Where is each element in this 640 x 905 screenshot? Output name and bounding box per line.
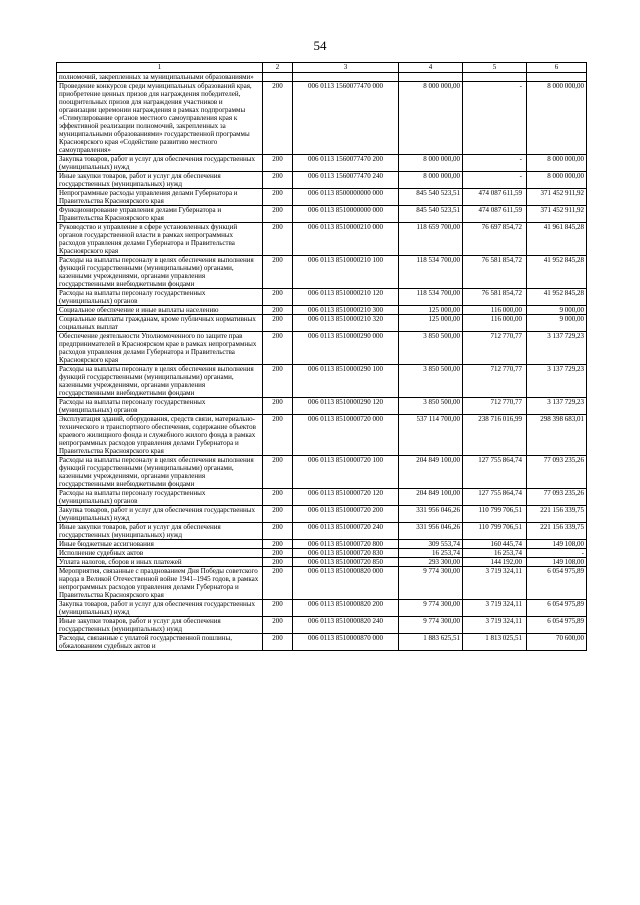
row-unexecuted-amount-cell: 149 108,00 xyxy=(527,558,587,567)
row-kvsr-cell: 200 xyxy=(263,506,293,523)
row-kvsr-cell: 200 xyxy=(263,567,293,600)
row-kvsr-cell: 200 xyxy=(263,558,293,567)
row-classification-code-cell: 006 0113 8510000210 000 xyxy=(293,223,399,256)
row-description-cell: Проведение конкурсов среди муниципальных образований края, приобретение ценных призов для награждения победителей, поощрительных призов для награждения участников и организации церемонии награждения в рамках подпрограммы «Стимулирование органов местного самоуправления края к эффективной реализации полномочий, закрепленных за муниципальными образованиями» государственной программы Красноярского края «Содействие развитию местного самоуправления» xyxy=(57,82,263,155)
table-row xyxy=(57,289,587,306)
row-executed-amount-cell: 110 799 706,51 xyxy=(463,506,527,523)
row-description-cell: Иные закупки товаров, работ и услуг для обеспечения государственных (муниципальных) нужд xyxy=(57,172,263,189)
row-executed-amount-cell: 712 770,77 xyxy=(463,332,527,365)
row-unexecuted-amount-cell: 41 952 845,28 xyxy=(527,256,587,289)
row-executed-amount-cell: 76 697 854,72 xyxy=(463,223,527,256)
table-row xyxy=(57,332,587,365)
column-header: 1 xyxy=(57,63,263,73)
row-kvsr-cell: 200 xyxy=(263,398,293,415)
row-classification-code-cell: 006 0113 1560077470 000 xyxy=(293,82,399,155)
row-description-cell: Расходы на выплаты персоналу в целях обеспечения выполнения функций государственными (муниципальными) органами, казенными учреждениями, органами управления государственными внебюджетными фондами xyxy=(57,456,263,489)
row-classification-code-cell: 006 0113 8510000720 100 xyxy=(293,456,399,489)
column-header: 3 xyxy=(293,63,399,73)
row-approved-amount-cell: 9 774 300,00 xyxy=(399,600,463,617)
row-kvsr-cell: 200 xyxy=(263,617,293,634)
row-classification-code-cell: 006 0113 8510000000 000 xyxy=(293,206,399,223)
row-classification-code-cell: 006 0113 8510000820 240 xyxy=(293,617,399,634)
row-executed-amount-cell: 3 719 324,11 xyxy=(463,567,527,600)
row-approved-amount-cell: 8 000 000,00 xyxy=(399,82,463,155)
row-kvsr-cell: 200 xyxy=(263,332,293,365)
row-executed-amount-cell: 1 813 025,51 xyxy=(463,634,527,651)
row-description-cell: Закупка товаров, работ и услуг для обеспечения государственных (муниципальных) нужд xyxy=(57,600,263,617)
row-unexecuted-amount-cell: 371 452 911,92 xyxy=(527,206,587,223)
row-classification-code-cell: 006 0113 8510000290 000 xyxy=(293,332,399,365)
row-unexecuted-amount-cell: 41 952 845,28 xyxy=(527,289,587,306)
row-kvsr-cell: 200 xyxy=(263,315,293,332)
row-unexecuted-amount-cell: 3 137 729,23 xyxy=(527,365,587,398)
row-approved-amount-cell: 3 850 500,00 xyxy=(399,398,463,415)
row-unexecuted-amount-cell: 8 000 000,00 xyxy=(527,82,587,155)
row-executed-amount-cell: 3 719 324,11 xyxy=(463,600,527,617)
row-unexecuted-amount-cell: 6 054 975,89 xyxy=(527,600,587,617)
row-unexecuted-amount-cell: 6 054 975,89 xyxy=(527,617,587,634)
row-approved-amount-cell: 331 956 046,26 xyxy=(399,506,463,523)
table-row xyxy=(57,223,587,256)
row-unexecuted-amount-cell: 221 156 339,75 xyxy=(527,506,587,523)
row-description-cell: Обеспечение деятельности Уполномоченного по защите прав предпринимателей в Красноярском крае в рамках непрограммных расходов управления делами Губернатора и Правительства Красноярского края xyxy=(57,332,263,365)
row-classification-code-cell: 006 0113 8510000720 830 xyxy=(293,549,399,558)
row-executed-amount-cell: 474 087 611,59 xyxy=(463,189,527,206)
row-approved-amount-cell: 118 534 700,00 xyxy=(399,289,463,306)
budget-execution-table xyxy=(56,62,587,651)
row-executed-amount-cell: 144 192,00 xyxy=(463,558,527,567)
table-row xyxy=(57,256,587,289)
row-unexecuted-amount-cell: 3 137 729,23 xyxy=(527,332,587,365)
row-classification-code-cell: 006 0113 8510000870 000 xyxy=(293,634,399,651)
row-classification-code-cell: 006 0113 8510000720 800 xyxy=(293,540,399,549)
row-kvsr-cell: 200 xyxy=(263,189,293,206)
row-kvsr-cell xyxy=(263,73,293,82)
row-classification-code-cell: 006 0113 8510000210 100 xyxy=(293,256,399,289)
table-row xyxy=(57,206,587,223)
table-row xyxy=(57,567,587,600)
row-kvsr-cell: 200 xyxy=(263,155,293,172)
row-approved-amount-cell: 125 000,00 xyxy=(399,315,463,332)
row-classification-code-cell: 006 0113 8510000720 240 xyxy=(293,523,399,540)
row-classification-code-cell: 006 0113 8500000000 000 xyxy=(293,189,399,206)
row-approved-amount-cell: 1 883 625,51 xyxy=(399,634,463,651)
row-classification-code-cell: 006 0113 8510000210 300 xyxy=(293,306,399,315)
row-approved-amount-cell: 118 534 700,00 xyxy=(399,256,463,289)
row-description-cell: Эксплуатация зданий, оборудования, средств связи, материально-технического и транспортного обеспечения, содержание объектов краевого жилищного фонда и служебного жилого фонда в рамках непрограммных расходов управления делами Губернатора и Правительства Красноярского края xyxy=(57,415,263,456)
row-approved-amount-cell: 16 253,74 xyxy=(399,549,463,558)
table-body xyxy=(57,73,587,651)
row-description-cell: Иные закупки товаров, работ и услуг для обеспечения государственных (муниципальных) нужд xyxy=(57,523,263,540)
row-classification-code-cell: 006 0113 8510000290 120 xyxy=(293,398,399,415)
row-description-cell: Расходы на выплаты персоналу государственных (муниципальных) органов xyxy=(57,398,263,415)
table-row xyxy=(57,489,587,506)
row-approved-amount-cell: 331 956 046,26 xyxy=(399,523,463,540)
row-executed-amount-cell: 76 581 854,72 xyxy=(463,289,527,306)
row-executed-amount-cell: 712 770,77 xyxy=(463,398,527,415)
column-header: 2 xyxy=(263,63,293,73)
table-row xyxy=(57,523,587,540)
row-kvsr-cell: 200 xyxy=(263,365,293,398)
row-description-cell: Иные закупки товаров, работ и услуг для обеспечения государственных (муниципальных) нужд xyxy=(57,617,263,634)
row-unexecuted-amount-cell: 9 000,00 xyxy=(527,315,587,332)
row-kvsr-cell: 200 xyxy=(263,256,293,289)
row-unexecuted-amount-cell: 77 093 235,26 xyxy=(527,456,587,489)
row-classification-code-cell: 006 0113 1560077470 240 xyxy=(293,172,399,189)
row-classification-code-cell: 006 0113 8510000210 120 xyxy=(293,289,399,306)
row-classification-code-cell: 006 0113 8510000720 200 xyxy=(293,506,399,523)
row-approved-amount-cell: 845 540 523,51 xyxy=(399,206,463,223)
row-executed-amount-cell: 238 716 016,99 xyxy=(463,415,527,456)
row-kvsr-cell: 200 xyxy=(263,600,293,617)
row-description-cell: полномочий, закрепленных за муниципальными образованиями» xyxy=(57,73,263,82)
row-approved-amount-cell: 3 850 500,00 xyxy=(399,332,463,365)
row-kvsr-cell: 200 xyxy=(263,549,293,558)
row-description-cell: Социальное обеспечение и иные выплаты населению xyxy=(57,306,263,315)
row-unexecuted-amount-cell: 149 108,00 xyxy=(527,540,587,549)
row-unexecuted-amount-cell: 70 600,00 xyxy=(527,634,587,651)
row-description-cell: Закупка товаров, работ и услуг для обеспечения государственных (муниципальных) нужд xyxy=(57,506,263,523)
row-approved-amount-cell: 3 850 500,00 xyxy=(399,365,463,398)
row-description-cell: Расходы на выплаты персоналу государственных (муниципальных) органов xyxy=(57,289,263,306)
row-executed-amount-cell: - xyxy=(463,172,527,189)
row-classification-code-cell: 006 0113 8510000820 200 xyxy=(293,600,399,617)
row-classification-code-cell: 006 0113 8510000720 000 xyxy=(293,415,399,456)
table-row xyxy=(57,456,587,489)
table-row xyxy=(57,306,587,315)
table-row xyxy=(57,365,587,398)
table-row xyxy=(57,558,587,567)
table-row xyxy=(57,540,587,549)
row-unexecuted-amount-cell: 8 000 000,00 xyxy=(527,172,587,189)
row-executed-amount-cell: 76 581 854,72 xyxy=(463,256,527,289)
row-executed-amount-cell: 160 445,74 xyxy=(463,540,527,549)
row-unexecuted-amount-cell: 298 398 683,01 xyxy=(527,415,587,456)
row-approved-amount-cell: 293 300,00 xyxy=(399,558,463,567)
row-description-cell: Мероприятия, связанные с празднованием Дня Победы советского народа в Великой Отечественной войне 1941–1945 годов, в рамках непрограммных расходов управления делами Губернатора и Правительства Красноярского края xyxy=(57,567,263,600)
row-kvsr-cell: 200 xyxy=(263,82,293,155)
row-description-cell: Иные бюджетные ассигнования xyxy=(57,540,263,549)
row-executed-amount-cell: - xyxy=(463,155,527,172)
row-kvsr-cell: 200 xyxy=(263,289,293,306)
column-header: 5 xyxy=(463,63,527,73)
row-approved-amount-cell: 537 114 700,00 xyxy=(399,415,463,456)
row-kvsr-cell: 200 xyxy=(263,223,293,256)
row-executed-amount-cell: 127 755 864,74 xyxy=(463,489,527,506)
column-header: 4 xyxy=(399,63,463,73)
row-unexecuted-amount-cell: 9 000,00 xyxy=(527,306,587,315)
row-executed-amount-cell: 127 755 864,74 xyxy=(463,456,527,489)
row-approved-amount-cell: 118 659 700,00 xyxy=(399,223,463,256)
row-kvsr-cell: 200 xyxy=(263,172,293,189)
row-executed-amount-cell: 16 253,74 xyxy=(463,549,527,558)
row-approved-amount-cell: 125 000,00 xyxy=(399,306,463,315)
row-kvsr-cell: 200 xyxy=(263,306,293,315)
row-kvsr-cell: 200 xyxy=(263,415,293,456)
table-row xyxy=(57,415,587,456)
row-description-cell: Расходы, связанные с уплатой государственной пошлины, обжалованием судебных актов и xyxy=(57,634,263,651)
row-unexecuted-amount-cell xyxy=(527,73,587,82)
row-description-cell: Социальные выплаты гражданам, кроме публичных нормативных социальных выплат xyxy=(57,315,263,332)
row-classification-code-cell: 006 0113 8510000290 100 xyxy=(293,365,399,398)
table-row xyxy=(57,189,587,206)
page-number: 54 xyxy=(313,38,327,53)
row-approved-amount-cell: 9 774 300,00 xyxy=(399,567,463,600)
row-unexecuted-amount-cell: 8 000 000,00 xyxy=(527,155,587,172)
row-description-cell: Расходы на выплаты персоналу в целях обеспечения выполнения функций государственными (муниципальными) органами, казенными учреждениями, органами управления государственными внебюджетными фондами xyxy=(57,365,263,398)
row-approved-amount-cell: 204 849 100,00 xyxy=(399,489,463,506)
row-classification-code-cell: 006 0113 8510000820 000 xyxy=(293,567,399,600)
row-unexecuted-amount-cell: 371 452 911,92 xyxy=(527,189,587,206)
row-description-cell: Непрограммные расходы управления делами Губернатора и Правительства Красноярского края xyxy=(57,189,263,206)
row-approved-amount-cell: 9 774 300,00 xyxy=(399,617,463,634)
row-approved-amount-cell: 845 540 523,51 xyxy=(399,189,463,206)
row-executed-amount-cell: 116 000,00 xyxy=(463,306,527,315)
row-executed-amount-cell: 474 087 611,59 xyxy=(463,206,527,223)
table-row xyxy=(57,315,587,332)
table-row xyxy=(57,82,587,155)
row-kvsr-cell: 200 xyxy=(263,634,293,651)
row-executed-amount-cell: - xyxy=(463,82,527,155)
row-unexecuted-amount-cell: 6 054 975,89 xyxy=(527,567,587,600)
table-row xyxy=(57,600,587,617)
row-description-cell: Расходы на выплаты персоналу в целях обеспечения выполнения функций государственными (муниципальными) органами, казенными учреждениями, органами управления государственными внебюджетными фондами xyxy=(57,256,263,289)
row-classification-code-cell: 006 0113 8510000720 850 xyxy=(293,558,399,567)
row-classification-code-cell: 006 0113 8510000210 320 xyxy=(293,315,399,332)
row-kvsr-cell: 200 xyxy=(263,489,293,506)
table-row xyxy=(57,549,587,558)
row-approved-amount-cell xyxy=(399,73,463,82)
row-approved-amount-cell: 309 553,74 xyxy=(399,540,463,549)
row-executed-amount-cell: 3 719 324,11 xyxy=(463,617,527,634)
row-kvsr-cell: 200 xyxy=(263,523,293,540)
table-row xyxy=(57,155,587,172)
row-approved-amount-cell: 8 000 000,00 xyxy=(399,172,463,189)
row-description-cell: Расходы на выплаты персоналу государственных (муниципальных) органов xyxy=(57,489,263,506)
row-unexecuted-amount-cell: 41 961 845,28 xyxy=(527,223,587,256)
row-unexecuted-amount-cell: 3 137 729,23 xyxy=(527,398,587,415)
row-description-cell: Руководство и управление в сфере установленных функций органов государственной власти в рамках непрограммных расходов управления делами Губернатора и Правительства Красноярского края xyxy=(57,223,263,256)
row-executed-amount-cell: 712 770,77 xyxy=(463,365,527,398)
table-row xyxy=(57,73,587,82)
column-header: 6 xyxy=(527,63,587,73)
row-executed-amount-cell: 116 000,00 xyxy=(463,315,527,332)
row-kvsr-cell: 200 xyxy=(263,540,293,549)
row-executed-amount-cell: 110 799 706,51 xyxy=(463,523,527,540)
row-classification-code-cell: 006 0113 1560077470 200 xyxy=(293,155,399,172)
column-number-header-row xyxy=(57,63,587,73)
table-row xyxy=(57,506,587,523)
row-description-cell: Исполнение судебных актов xyxy=(57,549,263,558)
row-classification-code-cell xyxy=(293,73,399,82)
row-kvsr-cell: 200 xyxy=(263,456,293,489)
row-approved-amount-cell: 204 849 100,00 xyxy=(399,456,463,489)
table-row xyxy=(57,172,587,189)
table-row xyxy=(57,617,587,634)
row-unexecuted-amount-cell: - xyxy=(527,549,587,558)
table-row xyxy=(57,634,587,651)
row-description-cell: Уплата налогов, сборов и иных платежей xyxy=(57,558,263,567)
row-approved-amount-cell: 8 000 000,00 xyxy=(399,155,463,172)
row-classification-code-cell: 006 0113 8510000720 120 xyxy=(293,489,399,506)
row-description-cell: Функционирование управления делами Губернатора и Правительства Красноярского края xyxy=(57,206,263,223)
row-executed-amount-cell xyxy=(463,73,527,82)
row-unexecuted-amount-cell: 77 093 235,26 xyxy=(527,489,587,506)
table-row xyxy=(57,398,587,415)
row-description-cell: Закупка товаров, работ и услуг для обеспечения государственных (муниципальных) нужд xyxy=(57,155,263,172)
row-kvsr-cell: 200 xyxy=(263,206,293,223)
row-unexecuted-amount-cell: 221 156 339,75 xyxy=(527,523,587,540)
